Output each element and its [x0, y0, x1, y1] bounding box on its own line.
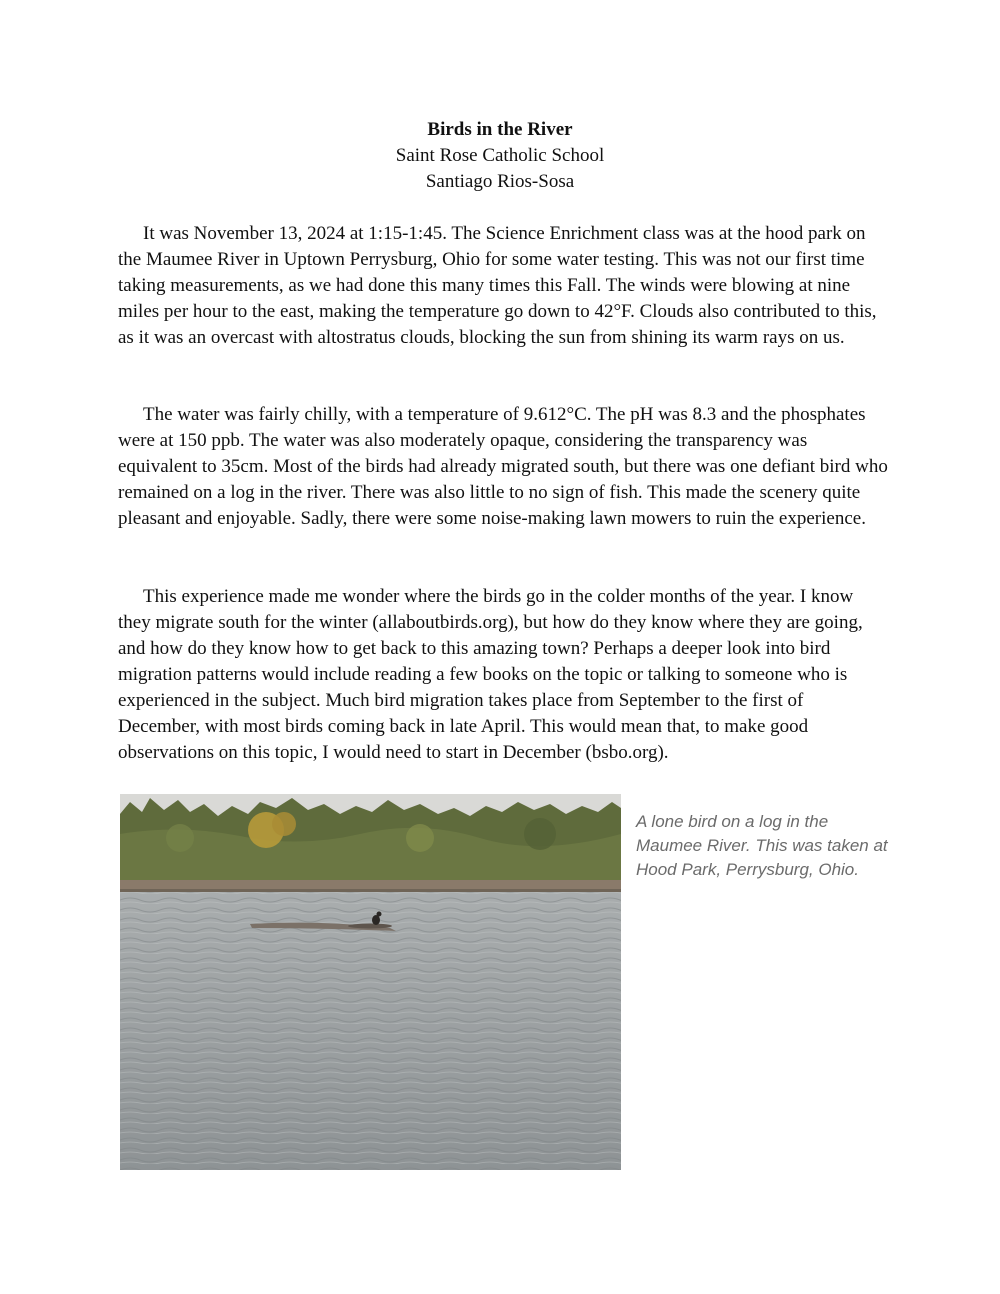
paragraph-1: It was November 13, 2024 at 1:15-1:45. The Science Enrichment class was at the hood park on the Maumee River in Uptown Perrysburg, Ohio for some water testing. This was not our first time taking measurements, as we had done this many times this Fall. The winds were blowing at nine miles per hour to the east, making the temperature go down to 42°F. Clouds also contributed to this, as it was an overcast with altostratus clouds, blocking the sun from shining its warm rays on us.: [118, 223, 877, 348]
photo-caption: A lone bird on a log in the Maumee River. This was taken at Hood Park, Perrysburg, Ohio.: [636, 812, 888, 879]
author-name: Santiago Rios-Sosa: [425, 171, 575, 192]
document-header: [0, 117, 1000, 195]
river-photo: [120, 794, 621, 1170]
document-title: Birds in the River: [427, 119, 573, 140]
school-name: Saint Rose Catholic School: [395, 145, 605, 166]
paragraph-3: This experience made me wonder where the birds go in the colder months of the year. I know they migrate south for the winter (allaboutbirds.org), but how do they know where they are going, and how do they know how to get back to this amazing town? Perhaps a deeper look into bird migration patterns would include reading a few books on the topic or talking to someone who is experienced in the subject. Much bird migration takes place from September to the first of December, with most birds coming back in late April. This would mean that, to make good observations on this topic, I would need to start in December (bsbo.org).: [118, 586, 863, 763]
paragraph-2: The water was fairly chilly, with a temperature of 9.612°C. The pH was 8.3 and the phosphates were at 150 ppb. The water was also moderately opaque, considering the transparency was equivalent to 35cm. Most of the birds had already migrated south, but there was one defiant bird who remained on a log in the river. There was also little to no sign of fish. This made the scenery quite pleasant and enjoyable. Sadly, there were some noise-making lawn mowers to ruin the experience.: [118, 404, 888, 529]
river-bank: [120, 880, 621, 890]
